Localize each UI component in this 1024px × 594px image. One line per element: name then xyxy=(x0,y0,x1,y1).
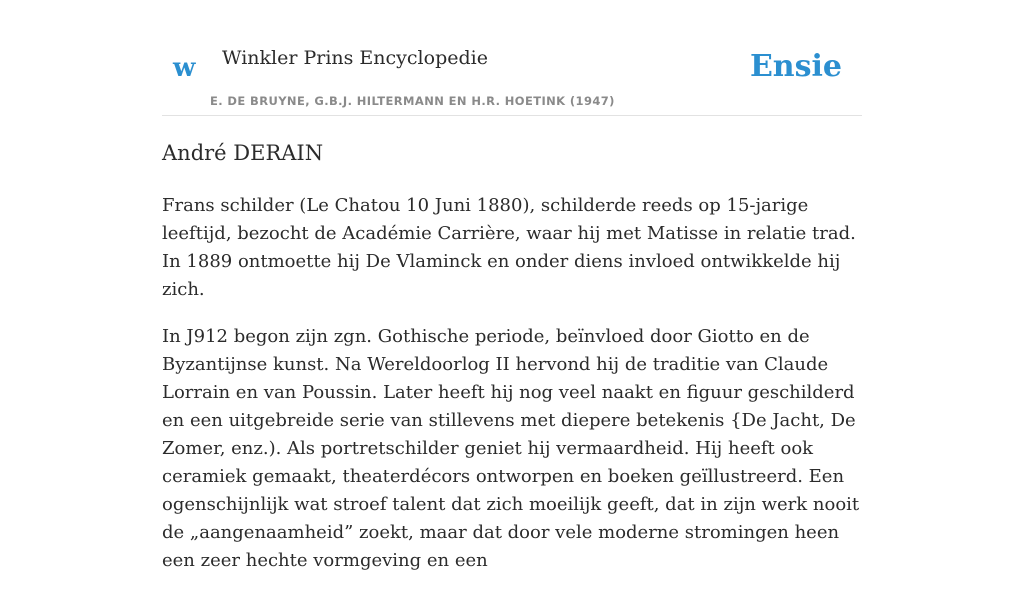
article-body xyxy=(162,192,872,594)
source-header xyxy=(162,0,862,116)
article-paragraph: Frans schilder (Le Chatou 10 Juni 1880), schilderde reeds op 15-jarige leeftijd, bezocht de Académie Carrière, waar hij met Matisse in relatie trad. In 1889 ontmoette hij De Vlaminck en onder diens invloed ontwikkelde hij zich. xyxy=(162,195,856,300)
article-paragraph: In J912 begon zijn zgn. Gothische periode, beïnvloed door Giotto en de Byzantijnse kunst. Na Wereldoorlog II hervond hij de traditie van Claude Lorrain en van Poussin. Later heeft hij nog veel naakt en figuur geschilderd en een uitgebreide serie van stillevens met diepere betekenis {De Jacht, De Zomer, enz.). Als portretschilder geniet hij vermaardheid. Hij heeft ook ceramiek gemaakt, theaterdécors ontworpen en boeken geïllustreerd. Een ogenschijnlijk wat stroef talent dat zich moeilijk geeft, dat in zijn werk nooit de „aangenaamheid” zoekt, maar dat door vele moderne stromingen heen een zeer hechte vormgeving en een xyxy=(162,326,860,571)
winkler-prins-logo-icon[interactable]: w xyxy=(173,53,196,83)
ensie-logo[interactable]: Ensie xyxy=(749,49,842,84)
source-title-link[interactable]: Winkler Prins Encyclopedie xyxy=(222,47,488,69)
source-authors: E. DE BRUYNE, G.B.J. HILTERMANN EN H.R. HOETINK (1947) xyxy=(210,94,615,108)
article-title: André DERAIN xyxy=(162,141,324,165)
